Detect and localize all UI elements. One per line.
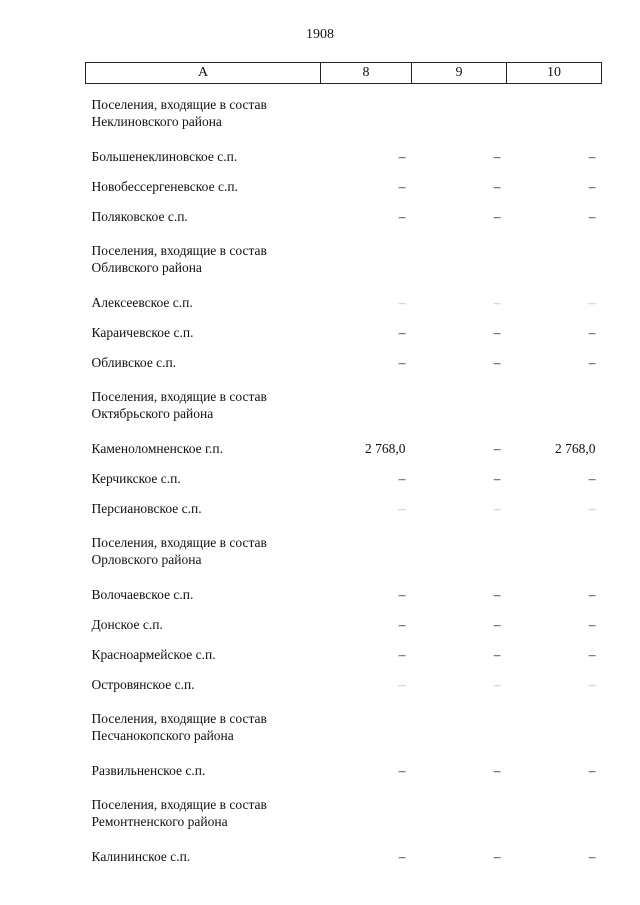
- value-col-9: –: [493, 587, 501, 602]
- settlement-name: Развильненское с.п.: [91, 763, 206, 778]
- group-title: Поселения, входящие в состав Октябрьского района: [91, 389, 267, 421]
- value-col-9: –: [493, 501, 501, 516]
- group-title: Поселения, входящие в состав Ремонтненского района: [91, 797, 267, 829]
- value-col-10: –: [588, 617, 596, 632]
- settlement-name: Караичевское с.п.: [91, 325, 194, 340]
- value-col-9: –: [493, 441, 501, 456]
- settlement-name: Донское с.п.: [91, 617, 163, 632]
- table-row: [86, 286, 602, 316]
- value-col-8: –: [398, 149, 406, 164]
- table-row: [86, 840, 602, 870]
- page-number: 1908: [306, 27, 334, 42]
- value-col-8: –: [398, 677, 406, 692]
- value-col-10: –: [588, 587, 596, 602]
- table-row: [86, 140, 602, 170]
- table-row: [86, 754, 602, 784]
- group-header-row: [86, 698, 602, 754]
- table-row: [86, 316, 602, 346]
- value-col-9: –: [493, 617, 501, 632]
- value-col-8: –: [398, 179, 406, 194]
- value-col-9: –: [493, 355, 501, 370]
- value-col-8: –: [398, 325, 406, 340]
- header-col-9: 9: [412, 63, 507, 84]
- value-col-9: –: [493, 677, 501, 692]
- value-col-10: –: [588, 849, 596, 864]
- value-col-8: –: [398, 471, 406, 486]
- value-col-8: –: [398, 647, 406, 662]
- value-col-8: –: [398, 617, 406, 632]
- value-col-9: –: [493, 179, 501, 194]
- header-col-10: 10: [507, 63, 602, 84]
- table-row: [86, 608, 602, 638]
- value-col-9: –: [493, 471, 501, 486]
- table-row: [86, 432, 602, 462]
- settlement-name: Большенеклиновское с.п.: [91, 149, 238, 164]
- value-col-10: –: [588, 763, 596, 778]
- value-col-10: –: [588, 647, 596, 662]
- table-row: [86, 170, 602, 200]
- value-col-8: –: [398, 763, 406, 778]
- value-col-9: –: [493, 209, 501, 224]
- table-row: [86, 638, 602, 668]
- table-row: [86, 346, 602, 376]
- value-col-9: –: [493, 295, 501, 310]
- value-col-8: –: [398, 587, 406, 602]
- value-col-9: –: [493, 647, 501, 662]
- table-row: [86, 200, 602, 230]
- value-col-10: –: [588, 501, 596, 516]
- group-header-row: [86, 784, 602, 840]
- group-title: Поселения, входящие в состав Орловского района: [91, 535, 267, 567]
- value-col-9: –: [493, 149, 501, 164]
- settlement-name: Алексеевское с.п.: [91, 295, 193, 310]
- settlement-name: Калининское с.п.: [91, 849, 191, 864]
- settlement-name: Волочаевское с.п.: [91, 587, 194, 602]
- value-col-10: –: [588, 355, 596, 370]
- data-table: [85, 62, 602, 870]
- value-col-9: –: [493, 325, 501, 340]
- table-row: [86, 462, 602, 492]
- table-row: [86, 492, 602, 522]
- settlement-name: Красноармейское с.п.: [91, 647, 216, 662]
- settlement-name: Персиановское с.п.: [91, 501, 202, 516]
- settlement-name: Каменоломненское г.п.: [91, 441, 223, 456]
- value-col-10: –: [588, 471, 596, 486]
- settlement-name: Обливское с.п.: [91, 355, 177, 370]
- table-row: [86, 578, 602, 608]
- value-col-10: –: [588, 209, 596, 224]
- group-title: Поселения, входящие в состав Обливского района: [91, 243, 267, 275]
- group-title: Поселения, входящие в состав Песчанокопского района: [91, 711, 267, 743]
- value-col-8: –: [398, 849, 406, 864]
- settlement-name: Новобессергеневское с.п.: [91, 179, 238, 194]
- group-header-row: [86, 84, 602, 141]
- value-col-10: –: [588, 677, 596, 692]
- group-header-row: [86, 522, 602, 578]
- value-col-10: –: [588, 295, 596, 310]
- value-col-10: –: [588, 149, 596, 164]
- settlement-name: Островянское с.п.: [91, 677, 195, 692]
- table-header: [86, 63, 602, 84]
- value-col-8: –: [398, 355, 406, 370]
- group-header-row: [86, 230, 602, 286]
- table-row: [86, 668, 602, 698]
- value-col-8: 2 768,0: [365, 441, 406, 456]
- value-col-8: –: [398, 209, 406, 224]
- group-header-row: [86, 376, 602, 432]
- value-col-9: –: [493, 849, 501, 864]
- value-col-10: 2 768,0: [555, 441, 596, 456]
- table-body: [86, 84, 602, 871]
- group-title: Поселения, входящие в состав Неклиновского района: [91, 97, 267, 129]
- value-col-9: –: [493, 763, 501, 778]
- settlement-name: Керчикское с.п.: [91, 471, 181, 486]
- value-col-10: –: [588, 179, 596, 194]
- header-col-8: 8: [321, 63, 412, 84]
- value-col-10: –: [588, 325, 596, 340]
- value-col-8: –: [398, 295, 406, 310]
- header-col-a: А: [86, 63, 321, 84]
- settlement-name: Поляковское с.п.: [91, 209, 188, 224]
- value-col-8: –: [398, 501, 406, 516]
